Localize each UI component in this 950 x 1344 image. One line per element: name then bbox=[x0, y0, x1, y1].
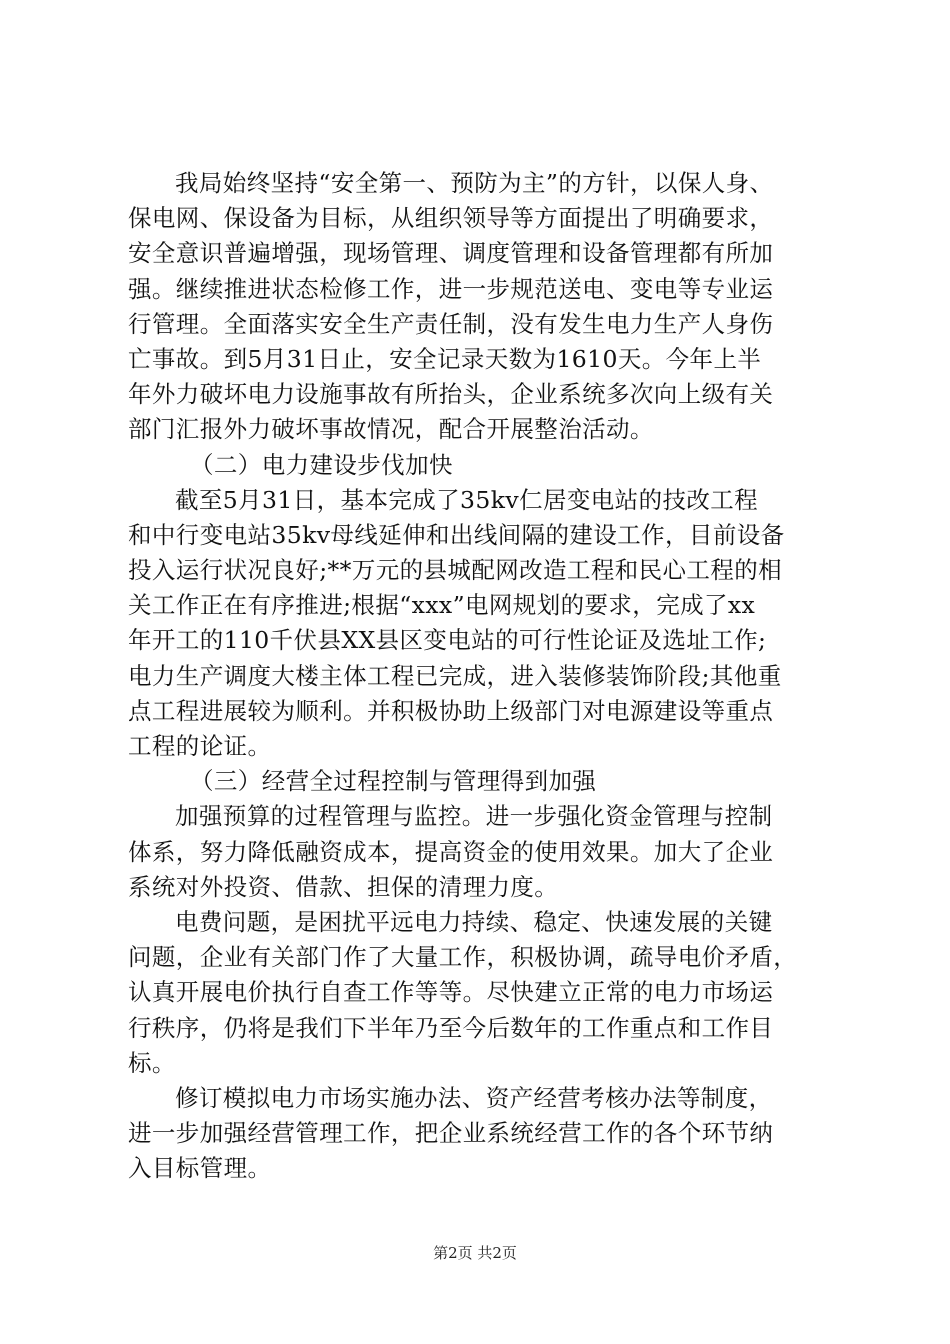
paragraph-line: 进一步加强经营管理工作，把企业系统经营工作的各个环节纳 bbox=[128, 1119, 774, 1148]
paragraph-line: 年外力破坏电力设施事故有所抬头，企业系统多次向上级有关 bbox=[128, 380, 774, 409]
paragraph-line: 入目标管理。 bbox=[128, 1154, 272, 1183]
document-body bbox=[128, 166, 828, 1186]
paragraph-line: 行管理。全面落实安全生产责任制，没有发生电力生产人身伤 bbox=[128, 309, 774, 338]
paragraph-line: 和中行变电站35kv母线延伸和出线间隔的建设工作，目前设备 bbox=[128, 520, 785, 549]
paragraph-line: 安全意识普遍增强，现场管理、调度管理和设备管理都有所加 bbox=[128, 239, 774, 268]
paragraph-line: 系统对外投资、借款、担保的清理力度。 bbox=[128, 872, 559, 901]
section-heading: （三）经营全过程控制与管理得到加强 bbox=[190, 767, 597, 796]
paragraph-line: 关工作正在有序推进;根据“xxx”电网规划的要求，完成了xx bbox=[128, 591, 756, 620]
paragraph-line: 行秩序，仍将是我们下半年乃至今后数年的工作重点和工作目 bbox=[128, 1013, 774, 1042]
paragraph-line: 截至5月31日，基本完成了35kv仁居变电站的技改工程 bbox=[175, 485, 759, 514]
paragraph-line: 工程的论证。 bbox=[128, 732, 272, 760]
paragraph-line: 点工程进展较为顺利。并积极协助上级部门对电源建设等重点 bbox=[128, 696, 774, 725]
paragraph-line: 亡事故。到5月31日止，安全记录天数为1610天。今年上半 bbox=[128, 344, 762, 373]
paragraph-line: 修订模拟电力市场实施办法、资产经营考核办法等制度， bbox=[175, 1083, 773, 1112]
paragraph-line: 投入运行状况良好;**万元的县城配网改造工程和民心工程的相 bbox=[128, 556, 783, 585]
paragraph-line: 保电网、保设备为目标，从组织领导等方面提出了明确要求， bbox=[128, 204, 774, 233]
section-heading: （二）电力建设步伐加快 bbox=[190, 450, 453, 479]
paragraph-line: 问题，企业有关部门作了大量工作，积极协调，疏导电价矛盾， bbox=[128, 943, 798, 972]
paragraph-line: 加强预算的过程管理与监控。进一步强化资金管理与控制 bbox=[175, 802, 773, 831]
page-number-footer: 第2页 共2页 bbox=[433, 1244, 517, 1262]
paragraph-line: 我局始终坚持“安全第一、预防为主”的方针，以保人身、 bbox=[175, 169, 774, 197]
paragraph-line: 年开工的110千伏县XX县区变电站的可行性论证及选址工作; bbox=[128, 626, 767, 655]
paragraph-line: 认真开展电价执行自查工作等等。尽快建立正常的电力市场运 bbox=[128, 978, 774, 1007]
paragraph-line: 电费问题，是困扰平远电力持续、稳定、快速发展的关键 bbox=[175, 907, 773, 936]
paragraph-line: 标。 bbox=[128, 1048, 176, 1077]
paragraph-line: 强。继续推进状态检修工作，进一步规范送电、变电等专业运 bbox=[128, 274, 774, 303]
paragraph-line: 部门汇报外力破坏事故情况，配合开展整治活动。 bbox=[128, 415, 654, 444]
paragraph-line: 电力生产调度大楼主体工程已完成，进入装修装饰阶段;其他重 bbox=[128, 661, 782, 690]
paragraph-line: 体系，努力降低融资成本，提高资金的使用效果。加大了企业 bbox=[128, 837, 774, 866]
